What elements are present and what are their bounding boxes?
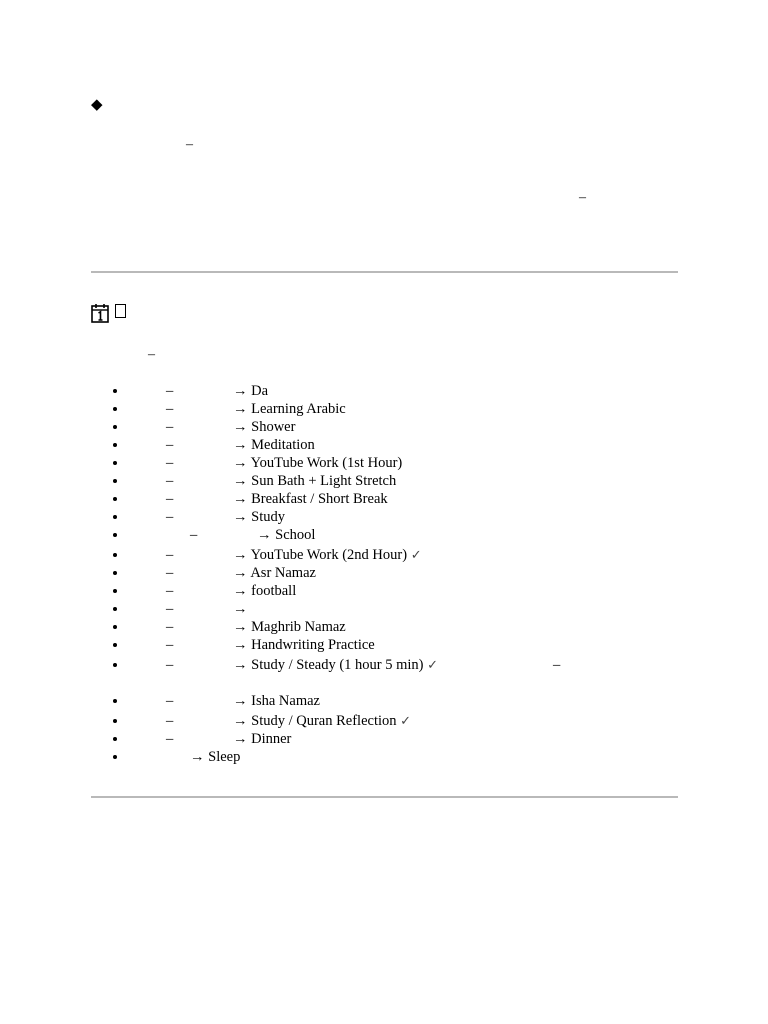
horizontal-rule — [91, 796, 678, 798]
bullet-dot-icon — [113, 515, 117, 519]
schedule-activity — [233, 472, 396, 490]
bullet-dot-icon — [113, 443, 117, 447]
schedule-activity-label: → football — [233, 583, 297, 599]
schedule-time-dash: – — [166, 383, 174, 399]
schedule-activity — [233, 564, 316, 582]
bullet-dot-icon — [113, 533, 117, 537]
schedule-activity — [257, 526, 315, 544]
bullet-dot-icon — [113, 425, 117, 429]
trailing-dash: – — [553, 657, 561, 673]
schedule-time-dash: – — [166, 565, 174, 581]
schedule-activity — [233, 636, 375, 654]
schedule-time-dash: – — [166, 619, 174, 635]
schedule-activity — [233, 730, 291, 748]
schedule-activity-label: → YouTube Work (1st Hour) — [233, 455, 403, 471]
schedule-activity-label: → YouTube Work (2nd Hour) — [233, 547, 408, 563]
bullet-dot-icon — [113, 461, 117, 465]
bullet-dot-icon — [113, 719, 117, 723]
schedule-activity — [233, 600, 248, 618]
diamond-bullet-icon: ◆ — [91, 97, 103, 113]
schedule-activity — [233, 712, 411, 731]
schedule-time-dash: – — [190, 527, 198, 543]
schedule-item — [0, 508, 768, 526]
checkmark-icon: ✓ — [427, 658, 439, 673]
bullet-dot-icon — [113, 625, 117, 629]
bullet-dot-icon — [113, 643, 117, 647]
checkmark-icon: ✓ — [400, 714, 412, 729]
schedule-time-dash: – — [166, 509, 174, 525]
bullet-dot-icon — [113, 407, 117, 411]
horizontal-rule — [91, 271, 678, 273]
schedule-time-dash: – — [166, 437, 174, 453]
schedule-activity — [233, 656, 438, 675]
schedule-time-dash: – — [166, 583, 174, 599]
schedule-item — [0, 382, 768, 400]
dash-mark: – — [579, 190, 586, 205]
schedule-activity-label: → Breakfast / Short Break — [233, 491, 388, 507]
schedule-activity-label: → Study / Quran Reflection — [233, 713, 397, 729]
schedule-time-dash: – — [166, 637, 174, 653]
schedule-activity-label: → Study — [233, 509, 285, 525]
bullet-dot-icon — [113, 663, 117, 667]
schedule-activity — [233, 382, 268, 400]
schedule-item — [0, 600, 768, 618]
schedule-activity-label: → Maghrib Namaz — [233, 619, 346, 635]
bullet-dot-icon — [113, 389, 117, 393]
schedule-item — [0, 490, 768, 508]
bullet-dot-icon — [113, 479, 117, 483]
schedule-item — [0, 564, 768, 582]
schedule-activity-label: → Asr Namaz — [233, 565, 316, 581]
schedule-activity — [233, 400, 346, 418]
bullet-dot-icon — [113, 755, 117, 759]
schedule-activity-label: → Learning Arabic — [233, 401, 346, 417]
schedule-activity-label: → Meditation — [233, 437, 315, 453]
schedule-activity-label: → School — [257, 527, 316, 543]
schedule-activity-label: → Sun Bath + Light Stretch — [233, 473, 397, 489]
schedule-item — [0, 636, 768, 654]
calendar-icon — [91, 303, 109, 323]
schedule-item — [0, 618, 768, 636]
schedule-activity — [233, 546, 422, 565]
dash-mark: – — [186, 137, 193, 152]
schedule-activity — [233, 692, 320, 710]
schedule-item — [0, 730, 768, 748]
schedule-item — [0, 472, 768, 490]
schedule-item — [0, 582, 768, 600]
schedule-time-dash: – — [166, 731, 174, 747]
schedule-item — [0, 748, 768, 766]
bullet-dot-icon — [113, 607, 117, 611]
schedule-item — [0, 656, 768, 674]
schedule-activity — [233, 436, 315, 454]
checkmark-icon: ✓ — [410, 548, 422, 563]
schedule-item — [0, 526, 768, 544]
schedule-item — [0, 546, 768, 564]
schedule-activity-label: → Sleep — [190, 749, 241, 765]
schedule-item — [0, 712, 768, 730]
schedule-time-dash: – — [166, 455, 174, 471]
missing-glyph-box-icon — [115, 304, 126, 318]
bullet-dot-icon — [113, 589, 117, 593]
schedule-time-dash: – — [166, 401, 174, 417]
schedule-activity — [233, 618, 346, 636]
bullet-dot-icon — [113, 571, 117, 575]
schedule-item — [0, 418, 768, 436]
schedule-item — [0, 400, 768, 418]
bullet-dot-icon — [113, 699, 117, 703]
schedule-activity — [233, 582, 296, 600]
schedule-time-dash: – — [166, 601, 174, 617]
schedule-activity — [233, 418, 295, 436]
schedule-activity-label: → — [233, 601, 248, 617]
bullet-dot-icon — [113, 553, 117, 557]
schedule-time-dash: – — [166, 491, 174, 507]
schedule-item — [0, 692, 768, 710]
schedule-time-dash: – — [166, 419, 174, 435]
schedule-activity-label: → Da — [233, 383, 269, 399]
schedule-item — [0, 436, 768, 454]
schedule-time-dash: – — [166, 713, 174, 729]
schedule-activity — [233, 454, 402, 472]
schedule-activity-label: → Shower — [233, 419, 296, 435]
schedule-activity-label: → Isha Namaz — [233, 693, 320, 709]
schedule-time-dash: – — [166, 693, 174, 709]
dash-mark: – — [148, 347, 155, 362]
schedule-activity-label: → Study / Steady (1 hour 5 min) — [233, 657, 424, 673]
schedule-item — [0, 454, 768, 472]
schedule-time-dash: – — [166, 657, 174, 673]
schedule-time-dash: – — [166, 547, 174, 563]
schedule-time-dash: – — [166, 473, 174, 489]
schedule-activity — [190, 748, 240, 766]
schedule-activity-label: → Dinner — [233, 731, 292, 747]
bullet-dot-icon — [113, 497, 117, 501]
schedule-activity-label: → Handwriting Practice — [233, 637, 375, 653]
schedule-activity — [233, 490, 388, 508]
bullet-dot-icon — [113, 737, 117, 741]
schedule-activity — [233, 508, 285, 526]
